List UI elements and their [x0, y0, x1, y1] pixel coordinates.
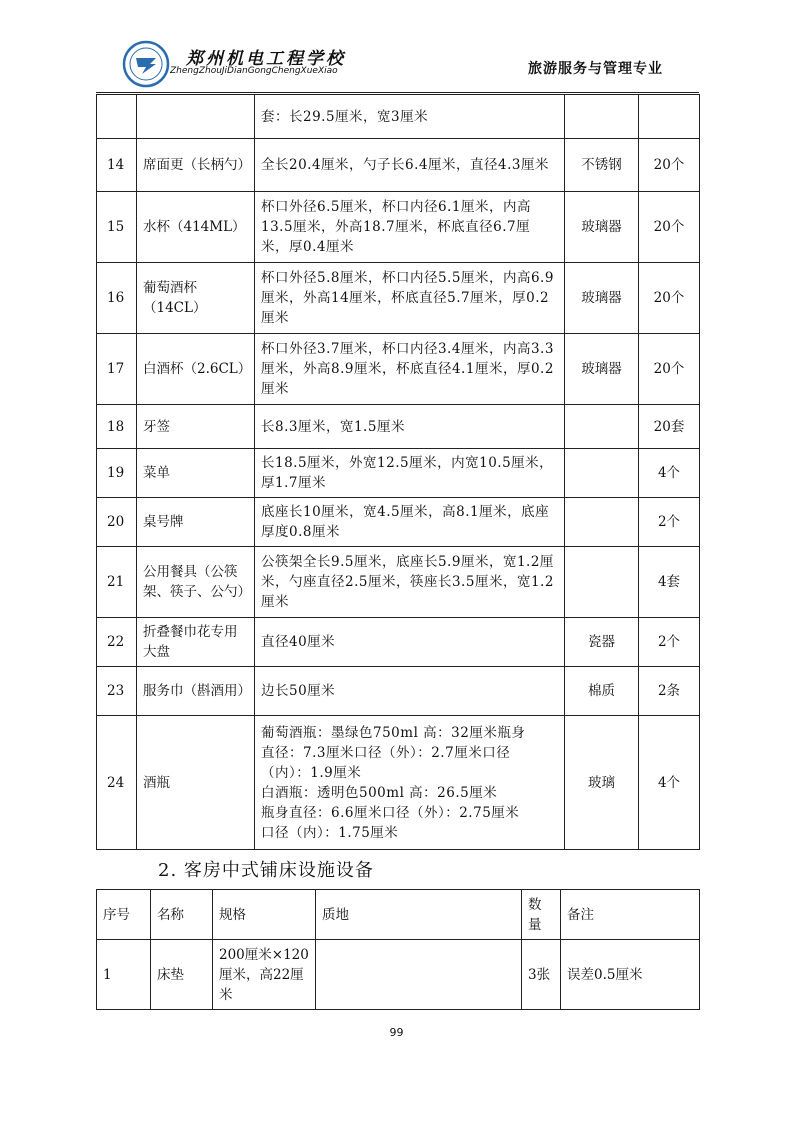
item-qty: 4套: [639, 547, 700, 618]
table-row: [97, 667, 700, 716]
table-row: [97, 716, 700, 850]
table-row: [97, 498, 700, 547]
item-name: 菜单: [137, 449, 255, 498]
item-spec: 200厘米×120厘米，高22厘米: [213, 940, 316, 1010]
header-name: 名称: [151, 890, 213, 940]
school-name-cn: 郑州机电工程学校: [186, 49, 346, 69]
table-row: [97, 263, 700, 334]
page-header: [0, 0, 793, 96]
school-logo-icon: [122, 40, 170, 88]
item-material: 玻璃器: [565, 263, 639, 334]
item-spec: 长8.3厘米，宽1.5厘米: [255, 405, 565, 449]
item-name: 折叠餐巾花专用大盘: [137, 618, 255, 667]
spec-line: 口径（内）：1.75厘米: [261, 824, 399, 841]
item-spec: 底座长10厘米，宽4.5厘米，高8.1厘米，底座厚度0.8厘米: [255, 498, 565, 547]
item-name: 桌号牌: [137, 498, 255, 547]
table-row: [97, 192, 700, 263]
table-row: [97, 334, 700, 405]
item-qty: [639, 95, 700, 139]
item-qty: 20个: [639, 139, 700, 192]
table-row: [97, 95, 700, 139]
row-number: [97, 95, 137, 139]
row-number: 1: [97, 940, 151, 1010]
row-number: 20: [97, 498, 137, 547]
spec-line: 葡萄酒瓶：墨绿色750ml 高：32厘米瓶身: [261, 724, 526, 741]
row-number: 19: [97, 449, 137, 498]
header-material: 质地: [316, 890, 522, 940]
row-number: 21: [97, 547, 137, 618]
table-row: [97, 139, 700, 192]
item-spec: [255, 716, 565, 850]
item-name: 牙签: [137, 405, 255, 449]
table-row: [97, 547, 700, 618]
header-note: 备注: [561, 890, 700, 940]
item-name: 服务巾（斟酒用）: [137, 667, 255, 716]
item-spec: 杯口外径6.5厘米，杯口内径6.1厘米，内高13.5厘米，外高18.7厘米，杯底直径6.7厘米，厚0.4厘米: [255, 192, 565, 263]
item-qty: 20个: [639, 192, 700, 263]
item-name: 酒瓶: [137, 716, 255, 850]
equipment-table: [96, 94, 700, 850]
item-material: [565, 405, 639, 449]
school-name-en: ZhengZhouJiDianGongChengXueXiao: [170, 66, 338, 76]
bed-equipment-table: [96, 889, 700, 1010]
item-name: 公用餐具（公筷架、筷子、公勺）: [137, 547, 255, 618]
item-material: [565, 95, 639, 139]
header-no: 序号: [97, 890, 151, 940]
spec-line: 白酒瓶：透明色500ml 高：26.5厘米: [261, 784, 498, 801]
item-material: [565, 547, 639, 618]
item-spec: 杯口外径3.7厘米，杯口内径3.4厘米，内高3.3厘米，外高8.9厘米，杯底直径4.1厘米，厚0.2厘米: [255, 334, 565, 405]
item-material: 玻璃: [565, 716, 639, 850]
item-material: 不锈钢: [565, 139, 639, 192]
table-row: [97, 449, 700, 498]
section-title: 2. 客房中式铺床设施设备: [158, 860, 374, 881]
item-name: [137, 95, 255, 139]
item-name: 白酒杯（2.6CL）: [137, 334, 255, 405]
item-qty: 20套: [639, 405, 700, 449]
table-row: [97, 618, 700, 667]
row-number: 18: [97, 405, 137, 449]
item-name: 席面更（长柄勺）: [137, 139, 255, 192]
item-qty: 4个: [639, 449, 700, 498]
item-qty: 2条: [639, 667, 700, 716]
item-qty: 4个: [639, 716, 700, 850]
table-row: [97, 405, 700, 449]
item-spec: 套：长29.5厘米，宽3厘米: [255, 95, 565, 139]
item-note: 误差0.5厘米: [561, 940, 700, 1010]
spec-line: 直径：7.3厘米口径（外）：2.7厘米口径: [261, 744, 511, 761]
page-number: 99: [389, 1026, 404, 1039]
row-number: 15: [97, 192, 137, 263]
item-material: 瓷器: [565, 618, 639, 667]
row-number: 17: [97, 334, 137, 405]
item-name: 床垫: [151, 940, 213, 1010]
item-qty: 20个: [639, 263, 700, 334]
spec-line: （内）：1.9厘米: [261, 764, 362, 781]
table-header-row: [97, 890, 700, 940]
header-qty: 数量: [522, 890, 561, 940]
item-name: 水杯（414ML）: [137, 192, 255, 263]
item-spec: 长18.5厘米，外宽12.5厘米，内宽10.5厘米，厚1.7厘米: [255, 449, 565, 498]
item-material: [565, 449, 639, 498]
item-material: 玻璃器: [565, 192, 639, 263]
row-number: 16: [97, 263, 137, 334]
row-number: 14: [97, 139, 137, 192]
item-spec: 直径40厘米: [255, 618, 565, 667]
item-qty: 2个: [639, 618, 700, 667]
item-name: 葡萄酒杯（14CL）: [137, 263, 255, 334]
item-qty: 3张: [522, 940, 561, 1010]
item-spec: 公筷架全长9.5厘米，底座长5.9厘米，宽1.2厘米，勺座直径2.5厘米，筷座长3.5厘米，宽1.2厘米: [255, 547, 565, 618]
item-material: 玻璃器: [565, 334, 639, 405]
item-qty: 2个: [639, 498, 700, 547]
spec-line: 瓶身直径：6.6厘米口径（外）：2.75厘米: [261, 804, 520, 821]
header-divider: [96, 92, 699, 93]
row-number: 23: [97, 667, 137, 716]
department-name: 旅游服务与管理专业: [528, 61, 663, 77]
row-number: 24: [97, 716, 137, 850]
table-row: [97, 940, 700, 1010]
item-qty: 20个: [639, 334, 700, 405]
item-spec: 全长20.4厘米，勺子长6.4厘米，直径4.3厘米: [255, 139, 565, 192]
item-material: [565, 498, 639, 547]
item-spec: 杯口外径5.8厘米，杯口内径5.5厘米，内高6.9厘米，外高14厘米，杯底直径5.7厘米，厚0.2厘米: [255, 263, 565, 334]
item-spec: 边长50厘米: [255, 667, 565, 716]
row-number: 22: [97, 618, 137, 667]
item-material: 棉质: [565, 667, 639, 716]
header-spec: 规格: [213, 890, 316, 940]
item-material: [316, 940, 522, 1010]
